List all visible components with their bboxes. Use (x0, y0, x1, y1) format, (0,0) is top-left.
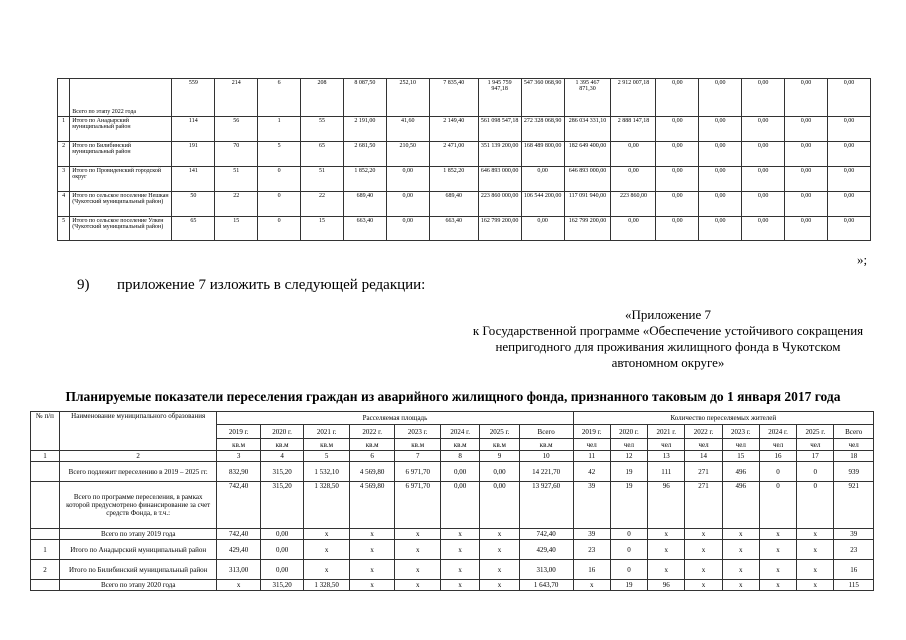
data-cell: 2 681,50 (343, 142, 386, 167)
data-cell: x (480, 580, 519, 591)
year-header: 2021 г. (304, 425, 350, 439)
data-cell: 0,00 (785, 167, 828, 192)
column-number: 13 (648, 451, 685, 462)
data-cell: 51 (215, 167, 258, 192)
data-cell: 0,00 (742, 79, 785, 117)
row-number: 1 (58, 117, 70, 142)
data-cell: x (759, 540, 796, 560)
data-cell: 141 (172, 167, 215, 192)
year-header: 2024 г. (440, 425, 479, 439)
table-row (31, 580, 874, 591)
header-name: Наименование муниципального образования (59, 412, 216, 451)
data-cell: 0,00 (785, 142, 828, 167)
row-name: Всего подлежит переселению в 2019 – 2025 гг. (59, 462, 216, 482)
data-cell: 115 (834, 580, 874, 591)
data-cell: x (480, 540, 519, 560)
data-cell: x (685, 560, 722, 580)
row-number (58, 79, 70, 117)
column-number: 3 (217, 451, 260, 462)
row-number (31, 482, 60, 529)
data-cell: 0,00 (611, 167, 656, 192)
unit-header: чел (834, 439, 874, 451)
data-cell: 313,00 (217, 560, 260, 580)
data-cell: 272 328 068,90 (521, 117, 564, 142)
data-cell: 182 649 400,00 (564, 142, 611, 167)
row-number (31, 529, 60, 540)
data-cell: 315,20 (260, 482, 303, 529)
data-cell: 14 221,70 (519, 462, 573, 482)
data-cell: 6 (258, 79, 301, 117)
data-cell: 0,00 (785, 192, 828, 217)
data-cell: x (648, 540, 685, 560)
data-cell: 39 (834, 529, 874, 540)
data-cell: 70 (215, 142, 258, 167)
row-number: 5 (58, 217, 70, 241)
data-cell: x (395, 540, 441, 560)
table-row (31, 529, 874, 540)
unit-header: чел (685, 439, 722, 451)
column-number: 6 (349, 451, 395, 462)
data-cell: 111 (648, 462, 685, 482)
data-cell: 0,00 (440, 462, 479, 482)
data-cell: 42 (573, 462, 610, 482)
data-cell: 559 (172, 79, 215, 117)
data-cell: 7 835,40 (429, 79, 478, 117)
appendix-line: автономном округе» (611, 355, 725, 370)
data-cell: 689,40 (429, 192, 478, 217)
data-cell: 16 (573, 560, 610, 580)
unit-header: чел (722, 439, 759, 451)
data-cell: x (480, 529, 519, 540)
data-cell: 22 (215, 192, 258, 217)
data-cell: 0,00 (742, 142, 785, 167)
indicators-table (30, 411, 874, 591)
data-cell: x (480, 560, 519, 580)
appendix-line: к Государственной программе «Обеспечение устойчивого сокращения (472, 323, 864, 338)
data-cell: x (797, 529, 834, 540)
data-cell: 1 395 467 871,30 (564, 79, 611, 117)
unit-header: чел (797, 439, 834, 451)
data-cell: x (349, 560, 395, 580)
data-cell: 429,40 (519, 540, 573, 560)
table-row (58, 117, 871, 142)
data-cell: x (685, 580, 722, 591)
row-name: Итого по Провиденский городской округ (70, 167, 172, 192)
data-cell: 1 532,10 (304, 462, 350, 482)
unit-header: кв.м (260, 439, 303, 451)
data-cell: x (304, 540, 350, 560)
closing-quote: »; (857, 252, 868, 267)
data-cell: 0 (759, 462, 796, 482)
data-cell: 0,00 (386, 217, 429, 241)
data-cell: 315,20 (260, 462, 303, 482)
year-header: 2023 г. (722, 425, 759, 439)
data-cell: 162 799 200,00 (564, 217, 611, 241)
unit-header: чел (610, 439, 647, 451)
data-cell: 0,00 (611, 217, 656, 241)
data-cell: 271 (685, 482, 722, 529)
unit-header: кв.м (440, 439, 479, 451)
column-number: 9 (480, 451, 519, 462)
data-cell: 0 (759, 482, 796, 529)
item-number: 9) (77, 277, 90, 293)
data-cell: 0,00 (656, 192, 699, 217)
data-cell: 561 098 547,18 (478, 117, 521, 142)
data-cell: 0,00 (260, 560, 303, 580)
data-cell: x (349, 529, 395, 540)
year-header: 2019 г. (573, 425, 610, 439)
data-cell: 0,00 (656, 79, 699, 117)
data-cell: 15 (301, 217, 344, 241)
data-cell: x (759, 529, 796, 540)
appendix-line: «Приложение 7 (624, 307, 712, 322)
column-number: 14 (685, 451, 722, 462)
data-cell: 0 (258, 192, 301, 217)
row-name: Итого по Билибинский муниципальный район (59, 560, 216, 580)
data-cell: 832,90 (217, 462, 260, 482)
year-header: 2019 г. (217, 425, 260, 439)
table-row (58, 79, 871, 117)
data-cell: 742,40 (217, 529, 260, 540)
column-number: 7 (395, 451, 441, 462)
data-cell: 0,00 (785, 217, 828, 241)
data-cell: x (440, 560, 479, 580)
data-cell: 0,00 (699, 79, 742, 117)
data-cell: 1 643,70 (519, 580, 573, 591)
table-row (31, 540, 874, 560)
table-row (58, 142, 871, 167)
column-number: 15 (722, 451, 759, 462)
data-cell: 51 (301, 167, 344, 192)
data-cell: 689,40 (343, 192, 386, 217)
appendix-heading (468, 307, 868, 371)
data-cell: 2 149,40 (429, 117, 478, 142)
data-cell: 0,00 (480, 462, 519, 482)
unit-header: кв.м (519, 439, 573, 451)
row-number: 1 (31, 540, 60, 560)
data-cell: 1 945 759 947,18 (478, 79, 521, 117)
data-cell: x (440, 529, 479, 540)
data-cell: 55 (301, 117, 344, 142)
row-number: 3 (58, 167, 70, 192)
column-number: 10 (519, 451, 573, 462)
data-cell: 547 360 068,90 (521, 79, 564, 117)
data-cell: x (440, 580, 479, 591)
data-cell: 0,00 (827, 142, 870, 167)
data-cell: 0 (258, 217, 301, 241)
data-cell: 210,50 (386, 142, 429, 167)
data-cell: 663,40 (343, 217, 386, 241)
data-cell: x (349, 540, 395, 560)
data-cell: 2 888 147,18 (611, 117, 656, 142)
data-cell: 6 971,70 (395, 462, 441, 482)
data-cell: 162 799 200,00 (478, 217, 521, 241)
data-cell: x (648, 560, 685, 580)
data-cell: 22 (301, 192, 344, 217)
data-cell: 208 (301, 79, 344, 117)
data-cell: 0,00 (699, 167, 742, 192)
data-cell: 0,00 (699, 192, 742, 217)
data-cell: 939 (834, 462, 874, 482)
table-row (31, 462, 874, 482)
data-cell: x (395, 560, 441, 580)
data-cell: 0,00 (827, 217, 870, 241)
data-cell: 214 (215, 79, 258, 117)
data-cell: 41,60 (386, 117, 429, 142)
data-cell: 252,10 (386, 79, 429, 117)
data-cell: 2 191,00 (343, 117, 386, 142)
year-header: 2020 г. (260, 425, 303, 439)
data-cell: 0,00 (480, 482, 519, 529)
year-header: 2020 г. (610, 425, 647, 439)
data-cell: 39 (573, 482, 610, 529)
data-cell: 15 (215, 217, 258, 241)
data-cell: 646 893 000,00 (478, 167, 521, 192)
column-number: 18 (834, 451, 874, 462)
data-cell: 8 087,50 (343, 79, 386, 117)
year-header: 2025 г. (480, 425, 519, 439)
data-cell: 0,00 (440, 482, 479, 529)
data-cell: 0,00 (699, 142, 742, 167)
data-cell: 16 (834, 560, 874, 580)
data-cell: 351 139 200,00 (478, 142, 521, 167)
data-cell: x (395, 580, 441, 591)
appendix-line: непригодного для проживания жилищного фонда в Чукотском (495, 339, 841, 354)
data-cell: 0,00 (699, 117, 742, 142)
data-cell: 56 (215, 117, 258, 142)
continuation-table (57, 78, 871, 241)
year-header: 2025 г. (797, 425, 834, 439)
column-number: 12 (610, 451, 647, 462)
table-row (58, 167, 871, 192)
data-cell: x (685, 540, 722, 560)
data-cell: 0,00 (260, 540, 303, 560)
data-cell: 0,00 (656, 167, 699, 192)
data-cell: 96 (648, 482, 685, 529)
data-cell: 0,00 (827, 167, 870, 192)
table-row (31, 482, 874, 529)
column-number: 5 (304, 451, 350, 462)
row-name: Итого по сельское поселение Нешкан (Чукотский муниципальный район) (70, 192, 172, 217)
data-cell: x (759, 580, 796, 591)
data-cell: 315,20 (260, 580, 303, 591)
row-name: Всего по этапу 2022 года (70, 79, 172, 117)
unit-header: кв.м (217, 439, 260, 451)
data-cell: 313,00 (519, 560, 573, 580)
data-cell: 96 (648, 580, 685, 591)
row-name: Итого по Анадырский муниципальный район (59, 540, 216, 560)
row-number (31, 462, 60, 482)
data-cell: 223 860 000,00 (478, 192, 521, 217)
data-cell: x (349, 580, 395, 591)
data-cell: 13 927,60 (519, 482, 573, 529)
year-header: 2022 г. (349, 425, 395, 439)
column-number: 2 (59, 451, 216, 462)
row-name: Итого по Билибинский муниципальный район (70, 142, 172, 167)
data-cell: 117 091 940,00 (564, 192, 611, 217)
unit-header: кв.м (349, 439, 395, 451)
year-header: 2022 г. (685, 425, 722, 439)
row-number: 2 (31, 560, 60, 580)
year-header: 2023 г. (395, 425, 441, 439)
column-number: 1 (31, 451, 60, 462)
column-number: 17 (797, 451, 834, 462)
unit-header: чел (648, 439, 685, 451)
unit-header: чел (759, 439, 796, 451)
data-cell: 1 852,20 (429, 167, 478, 192)
header-people: Количество переселяемых жителей (573, 412, 873, 425)
data-cell: 0,00 (785, 79, 828, 117)
data-cell: 0,00 (656, 142, 699, 167)
data-cell: 921 (834, 482, 874, 529)
table-row (58, 192, 871, 217)
year-header: Всего (834, 425, 874, 439)
row-number: 2 (58, 142, 70, 167)
header-area: Расселяемая площадь (217, 412, 573, 425)
data-cell: 6 971,70 (395, 482, 441, 529)
unit-header: кв.м (395, 439, 441, 451)
data-cell: 5 (258, 142, 301, 167)
data-cell: x (573, 580, 610, 591)
data-cell: 646 893 000,00 (564, 167, 611, 192)
data-cell: 0,00 (260, 529, 303, 540)
data-cell: x (722, 560, 759, 580)
data-cell: 286 034 331,10 (564, 117, 611, 142)
data-cell: 0 (610, 529, 647, 540)
data-cell: 1 328,50 (304, 580, 350, 591)
year-header: Всего (519, 425, 573, 439)
data-cell: x (685, 529, 722, 540)
row-number (31, 580, 60, 591)
data-cell: 0,00 (742, 217, 785, 241)
column-number: 4 (260, 451, 303, 462)
data-cell: 0,00 (827, 79, 870, 117)
data-cell: x (722, 540, 759, 560)
data-cell: 4 569,80 (349, 482, 395, 529)
data-cell: 0,00 (827, 192, 870, 217)
data-cell: 50 (172, 192, 215, 217)
data-cell: 271 (685, 462, 722, 482)
row-name: Всего по этапу 2019 года (59, 529, 216, 540)
data-cell: 742,40 (217, 482, 260, 529)
column-number: 11 (573, 451, 610, 462)
data-cell: 65 (172, 217, 215, 241)
data-cell: x (722, 580, 759, 591)
data-cell: x (395, 529, 441, 540)
data-cell: 429,40 (217, 540, 260, 560)
data-cell: x (440, 540, 479, 560)
data-cell: 0,00 (656, 217, 699, 241)
data-cell: 0 (258, 167, 301, 192)
data-cell: x (304, 529, 350, 540)
data-cell: 23 (834, 540, 874, 560)
unit-header: чел (573, 439, 610, 451)
data-cell: 0 (610, 540, 647, 560)
data-cell: 19 (610, 462, 647, 482)
data-cell: 23 (573, 540, 610, 560)
year-header: 2021 г. (648, 425, 685, 439)
row-name: Итого по сельское поселение Улкен (Чукотский муниципальный район) (70, 217, 172, 241)
unit-header: кв.м (480, 439, 519, 451)
data-cell: 0 (610, 560, 647, 580)
data-cell: 2 912 007,18 (611, 79, 656, 117)
table-row (58, 217, 871, 241)
data-cell: 191 (172, 142, 215, 167)
data-cell: 114 (172, 117, 215, 142)
table-row (31, 560, 874, 580)
data-cell: 0,00 (386, 167, 429, 192)
data-cell: x (797, 540, 834, 560)
data-cell: 4 569,80 (349, 462, 395, 482)
unit-header: кв.м (304, 439, 350, 451)
data-cell: x (304, 560, 350, 580)
data-cell: 0,00 (742, 117, 785, 142)
data-cell: 19 (610, 580, 647, 591)
data-cell: 0,00 (699, 217, 742, 241)
year-header: 2024 г. (759, 425, 796, 439)
data-cell: 0,00 (521, 167, 564, 192)
data-cell: 168 489 800,00 (521, 142, 564, 167)
data-cell: x (797, 580, 834, 591)
data-cell: x (759, 560, 796, 580)
table-title: Планируемые показатели переселения граждан из аварийного жилищного фонда, признанного таковым до 1 января 2017 года (65, 389, 841, 404)
data-cell: 19 (610, 482, 647, 529)
data-cell: x (797, 560, 834, 580)
data-cell: x (648, 529, 685, 540)
data-cell: 0,00 (827, 117, 870, 142)
data-cell: 223 860,00 (611, 192, 656, 217)
row-name: Итого по Анадырский муниципальный район (70, 117, 172, 142)
data-cell: 1 328,50 (304, 482, 350, 529)
data-cell: 1 852,20 (343, 167, 386, 192)
data-cell: 742,40 (519, 529, 573, 540)
data-cell: 0,00 (785, 117, 828, 142)
data-cell: 0,00 (386, 192, 429, 217)
data-cell: 1 (258, 117, 301, 142)
data-cell: 663,40 (429, 217, 478, 241)
data-cell: 39 (573, 529, 610, 540)
data-cell: 0,00 (742, 167, 785, 192)
data-cell: 0,00 (611, 142, 656, 167)
data-cell: 496 (722, 462, 759, 482)
header-num: № п/п (31, 412, 60, 451)
data-cell: 0,00 (742, 192, 785, 217)
column-number: 16 (759, 451, 796, 462)
data-cell: 65 (301, 142, 344, 167)
data-cell: 0,00 (656, 117, 699, 142)
data-cell: 0 (797, 482, 834, 529)
data-cell: x (722, 529, 759, 540)
row-name: Всего по программе переселения, в рамках которой предусмотрено финансирование за счет средств Фонда, в т.ч.: (59, 482, 216, 529)
row-name: Всего по этапу 2020 года (59, 580, 216, 591)
amendment-item (77, 277, 425, 294)
item-text: приложение 7 изложить в следующей редакции: (117, 277, 426, 293)
data-cell: 2 471,00 (429, 142, 478, 167)
data-cell: 0 (797, 462, 834, 482)
data-cell: x (217, 580, 260, 591)
row-number: 4 (58, 192, 70, 217)
column-number: 8 (440, 451, 479, 462)
data-cell: 0,00 (521, 217, 564, 241)
data-cell: 496 (722, 482, 759, 529)
data-cell: 106 544 200,00 (521, 192, 564, 217)
